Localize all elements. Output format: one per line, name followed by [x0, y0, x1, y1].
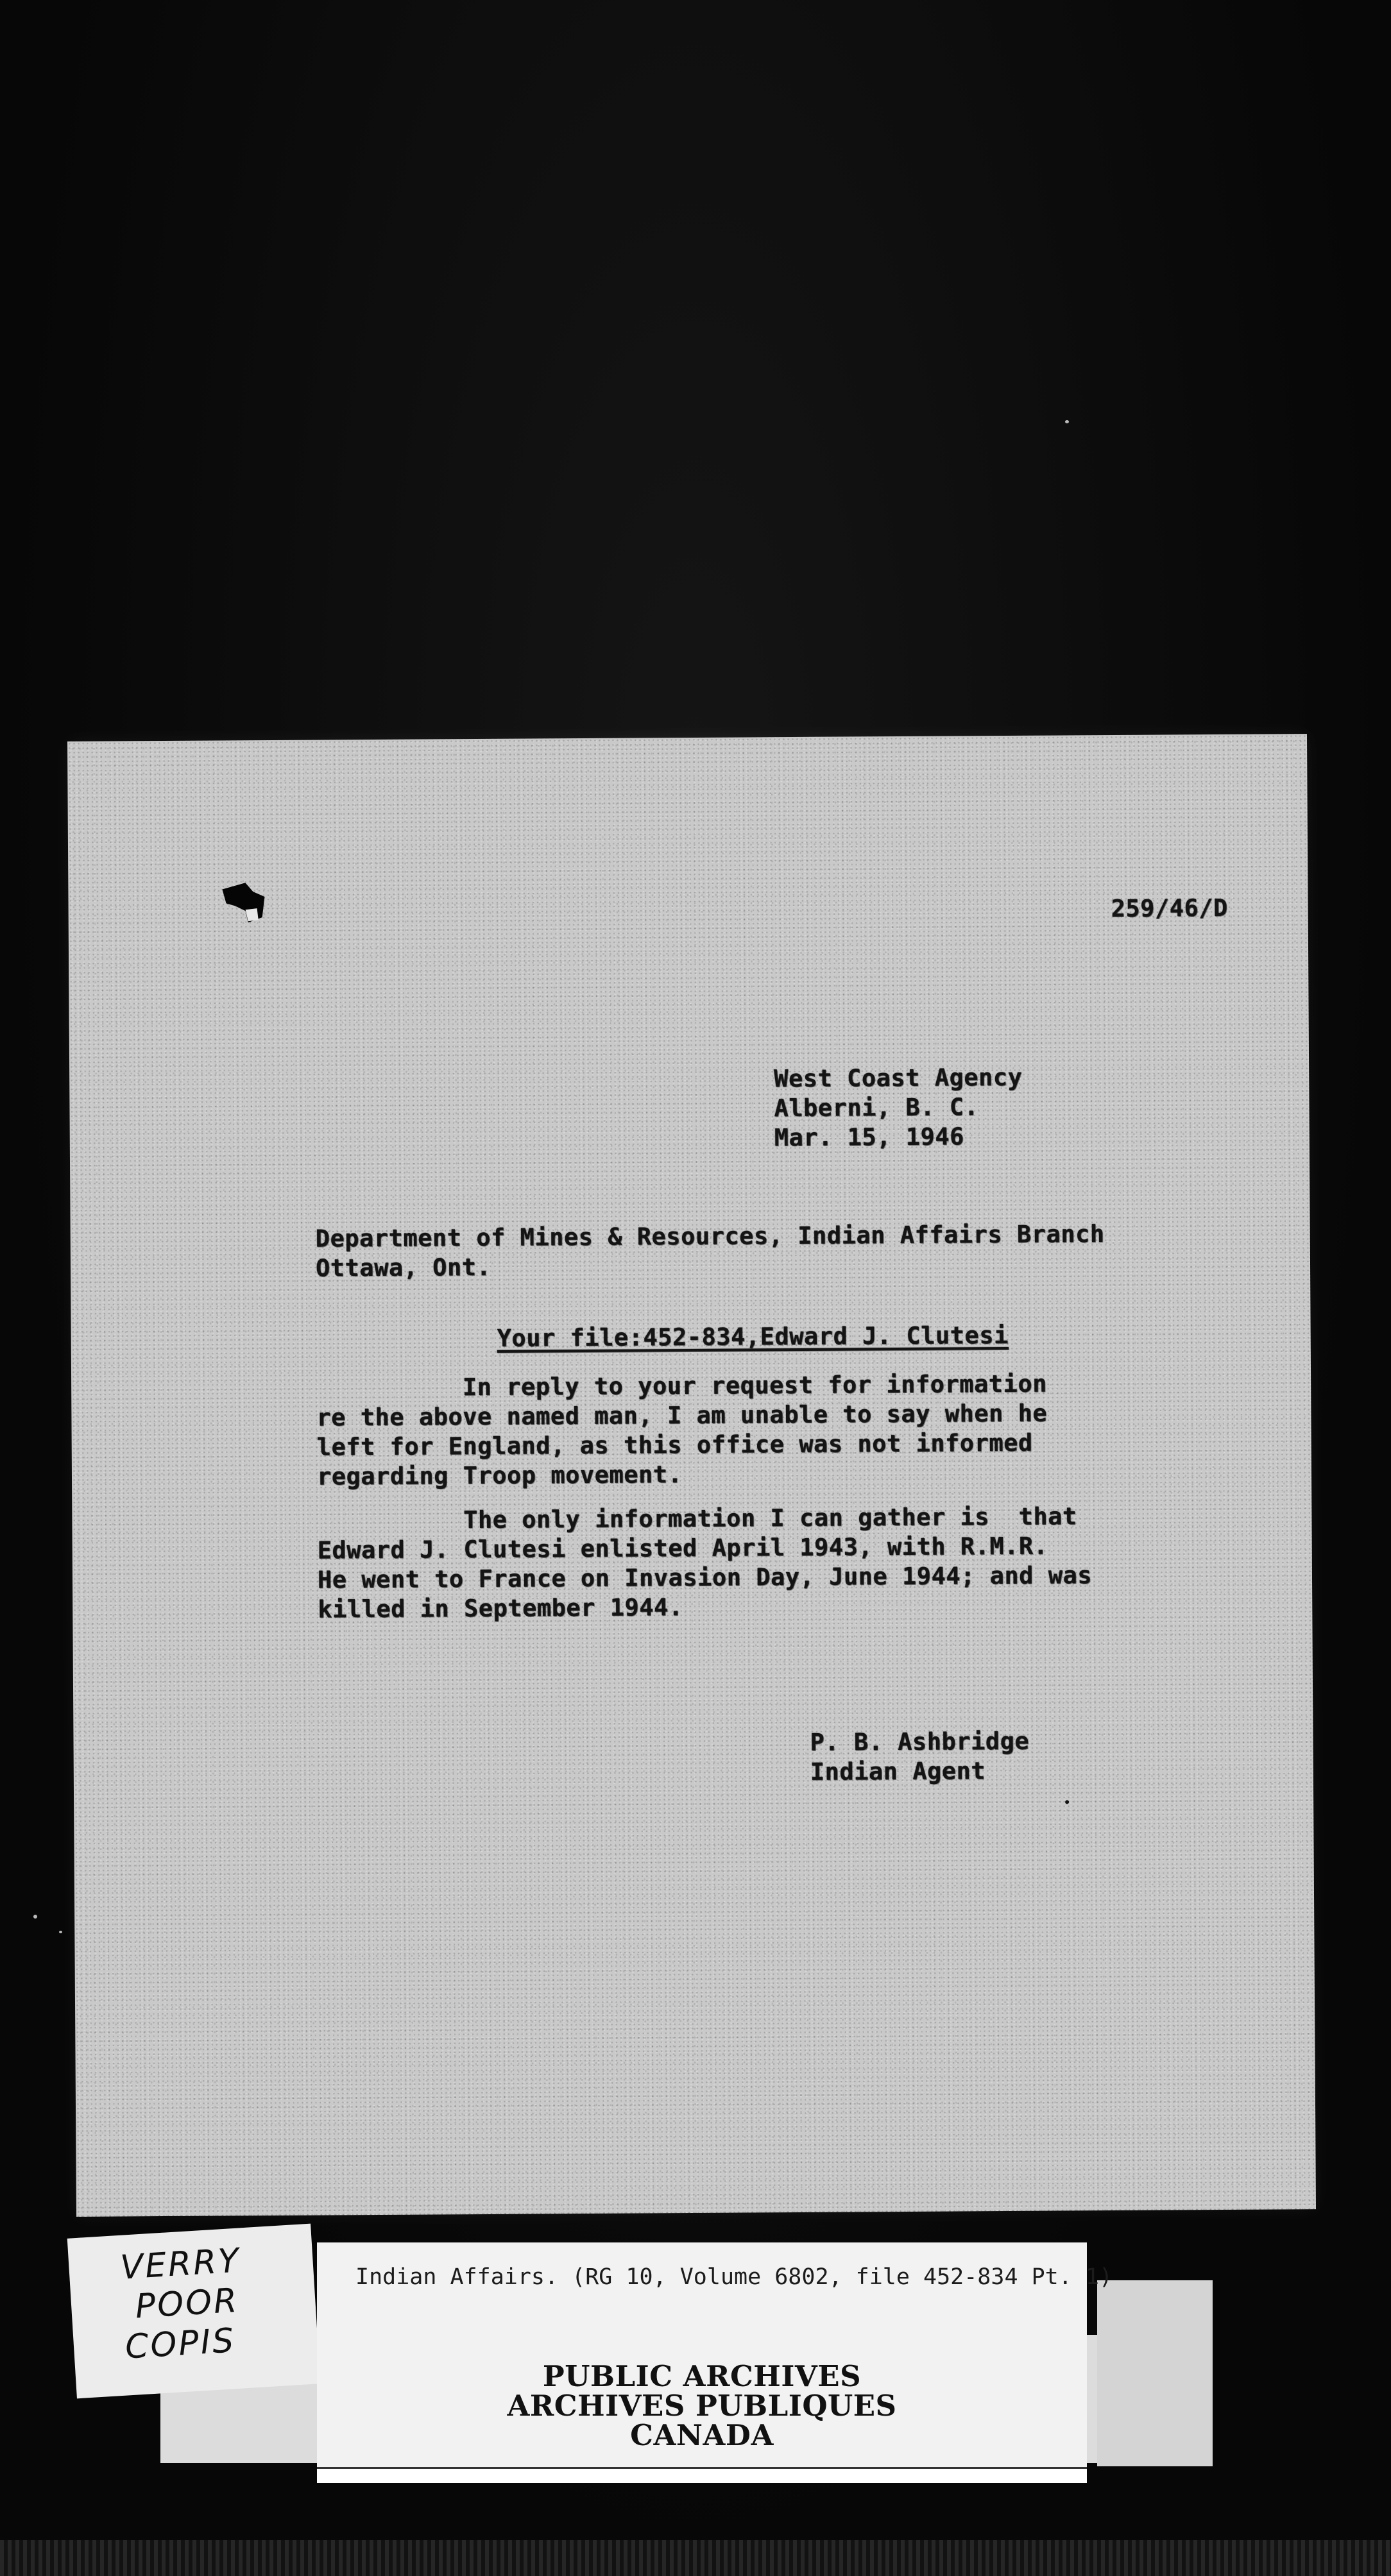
- archive-stamp: [317, 2359, 1087, 2452]
- recipient-address: [316, 1219, 1105, 1284]
- letter-paragraph-2: The only information I can gather is that Edward J. Clutesi enlisted April 1943, with R.M.R. He went to France on Invasion Day, June 1944; and was killed in September 1944.: [317, 1502, 1093, 1623]
- letter-date: Mar. 15, 1946: [774, 1123, 965, 1152]
- letter-paragraph-1: In reply to your request for information re the above named man, I am unable to say when he left for England, as this office was not informed regarding Troop movement.: [316, 1369, 1048, 1491]
- recipient-line-2: Ottawa, Ont.: [315, 1253, 491, 1282]
- sender-line-2: Alberni, B. C.: [774, 1093, 979, 1123]
- letter-page: [67, 734, 1316, 2217]
- archive-citation: Indian Affairs. (RG 10, Volume 6802, file 452-834 Pt. 1): [355, 2264, 1113, 2290]
- punch-mark: [219, 880, 269, 925]
- archive-stamp-line-1: PUBLIC ARCHIVES: [542, 2359, 862, 2393]
- signatory-name: P. B. Ashbridge: [810, 1727, 1030, 1756]
- archive-label: [317, 2242, 1113, 2467]
- signature-block: [810, 1727, 1029, 1787]
- background-speck: [59, 1931, 62, 1933]
- archive-stamp-line-2: ARCHIVES PUBLIQUES: [507, 2389, 897, 2423]
- label-bottom-strip: [317, 2467, 1087, 2483]
- film-edge: [0, 2540, 1391, 2576]
- archive-stamp-line-3: CANADA: [630, 2418, 774, 2452]
- background-speck: [33, 1915, 37, 1919]
- archive-label-tab: [1097, 2280, 1213, 2466]
- ink-speck: [1065, 1800, 1069, 1804]
- file-number: 259/46/D: [1111, 894, 1228, 922]
- subject-line: Your file:452-834,Edward J. Clutesi: [497, 1321, 1009, 1352]
- sender-address: [774, 1063, 1023, 1153]
- sender-line-1: West Coast Agency: [774, 1063, 1023, 1093]
- recipient-line-1: Department of Mines & Resources, Indian Affairs Branch: [315, 1220, 1105, 1253]
- signatory-title: Indian Agent: [810, 1757, 986, 1786]
- handwritten-note-card: [67, 2224, 321, 2399]
- handwritten-note: VERRY POOR COPIS: [119, 2241, 242, 2367]
- background-speck: [1065, 420, 1069, 423]
